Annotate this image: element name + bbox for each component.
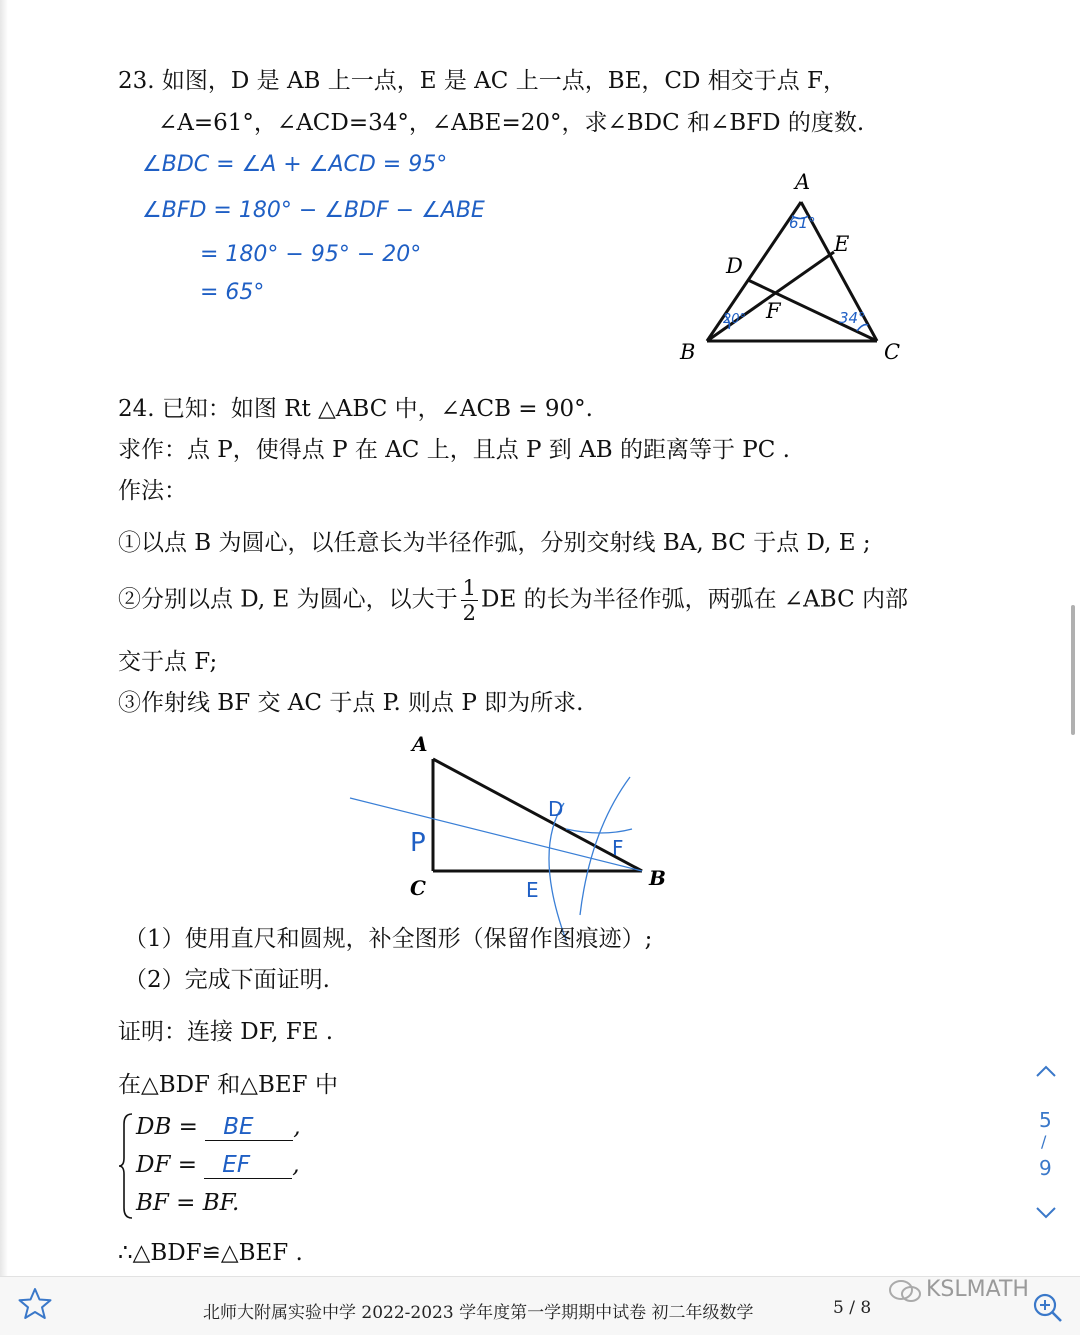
q23-angle-b-value: 20° — [723, 312, 747, 327]
q23-line2: ∠A=61°，∠ACD=34°，∠ABE=20°，求∠BDC 和∠BFD 的度数. — [158, 110, 865, 136]
star-bookmark-icon[interactable] — [17, 1286, 53, 1322]
q23-label-a: A — [795, 170, 811, 194]
eq2-left: DF = — [136, 1152, 197, 1178]
q23-handwriting-3: = 180° − 95° − 20° — [200, 242, 422, 267]
q23-angle-c-value: 34° — [839, 309, 866, 327]
proof-eq2 — [136, 1152, 300, 1179]
q24-arc-from-e — [566, 829, 632, 833]
zoom-in-icon[interactable] — [1030, 1290, 1066, 1326]
q24-side-ab — [433, 759, 642, 871]
q24-part1: （1）使用直尺和圆规，补全图形（保留作图痕迹）; — [124, 926, 653, 952]
scrollbar-thumb[interactable] — [1071, 605, 1075, 735]
nav-total-pages: 9 — [1039, 1156, 1052, 1180]
q24-step2-pre: ②分别以点 D, E 为圆心，以大于 — [118, 586, 458, 613]
q23-side-ab — [707, 202, 801, 341]
footer-page-number: 5 / 8 — [833, 1298, 872, 1318]
q24-proof-intro: 证明：连接 DF, FE . — [118, 1019, 334, 1045]
fraction-denominator: 2 — [462, 601, 477, 625]
nav-current-page: 5 — [1039, 1108, 1052, 1132]
proof-eq1 — [136, 1114, 301, 1141]
q24-hw-label-d: D — [548, 797, 564, 821]
q23-triangle-figure — [660, 165, 920, 370]
proof-eq3: BF = BF. — [136, 1190, 240, 1216]
chevron-down-icon[interactable] — [1034, 1204, 1058, 1222]
q24-step1: ①以点 B 为圆心，以任意长为半径作弧，分别交射线 BA, BC 于点 D, E ; — [118, 530, 871, 556]
footer-exam-title: 北师大附属实验中学 2022-2023 学年度第一学期期中试卷 初二年级数学 — [203, 1303, 754, 1323]
q24-line3: 作法： — [118, 478, 187, 504]
q23-handwriting-1: ∠BDC = ∠A + ∠ACD = 95° — [142, 152, 448, 177]
q24-hw-label-f: F — [612, 836, 624, 860]
eq1-comma: , — [293, 1114, 301, 1140]
q24-line1: 24. 已知：如图 Rt △ABC 中，∠ACB = 90°. — [118, 396, 593, 422]
answer-blank-2[interactable]: EF — [204, 1152, 292, 1179]
q24-hw-label-p: P — [410, 828, 426, 858]
proof-conclusion: ∴△BDF≌△BEF . — [118, 1240, 303, 1266]
q24-part2: （2）完成下面证明. — [124, 967, 330, 993]
q23-handwriting-2: ∠BFD = 180° − ∠BDF − ∠ABE — [142, 198, 485, 223]
q23-label-f: F — [766, 299, 781, 323]
chevron-up-icon[interactable] — [1034, 1062, 1058, 1080]
q24-hw-label-e: E — [526, 878, 539, 902]
eq1-left: DB = — [136, 1114, 198, 1140]
wechat-logo-icon — [888, 1278, 922, 1304]
q24-ray-bf — [350, 798, 642, 871]
page-edge-shadow — [0, 0, 8, 1334]
q24-label-b: B — [649, 866, 666, 890]
answer-blank-1[interactable]: BE — [205, 1114, 293, 1141]
q23-label-b: B — [680, 340, 696, 364]
fraction-numerator: 1 — [462, 576, 477, 600]
q24-label-a: A — [412, 732, 428, 756]
q24-line2: 求作：点 P，使得点 P 在 AC 上，且点 P 到 AB 的距离等于 PC . — [118, 437, 790, 463]
q24-step2-cont: 交于点 F; — [118, 649, 218, 675]
q23-label-d: D — [726, 254, 743, 278]
q23-label-c: C — [884, 340, 901, 364]
q24-step3: ③作射线 BF 交 AC 于点 P. 则点 P 即为所求. — [118, 690, 584, 716]
q23-angle-a-value: 61° — [789, 214, 816, 232]
q24-step2 — [118, 576, 908, 625]
eq2-comma: , — [292, 1152, 300, 1178]
fraction-one-half — [461, 576, 478, 625]
watermark-text: KSLMATH — [926, 1277, 1029, 1302]
q23-line1: 23. 如图，D 是 AB 上一点，E 是 AC 上一点，BE，CD 相交于点 F， — [118, 68, 847, 94]
q24-proof-triangles: 在△BDF 和△BEF 中 — [118, 1072, 338, 1098]
nav-separator: / — [1041, 1132, 1047, 1151]
q23-label-e: E — [834, 232, 850, 256]
q23-handwriting-4: = 65° — [200, 280, 265, 305]
q24-label-c: C — [410, 876, 426, 900]
system-brace — [118, 1112, 134, 1220]
q24-step2-post: DE 的长为半径作弧，两弧在 ∠ABC 内部 — [481, 586, 909, 613]
